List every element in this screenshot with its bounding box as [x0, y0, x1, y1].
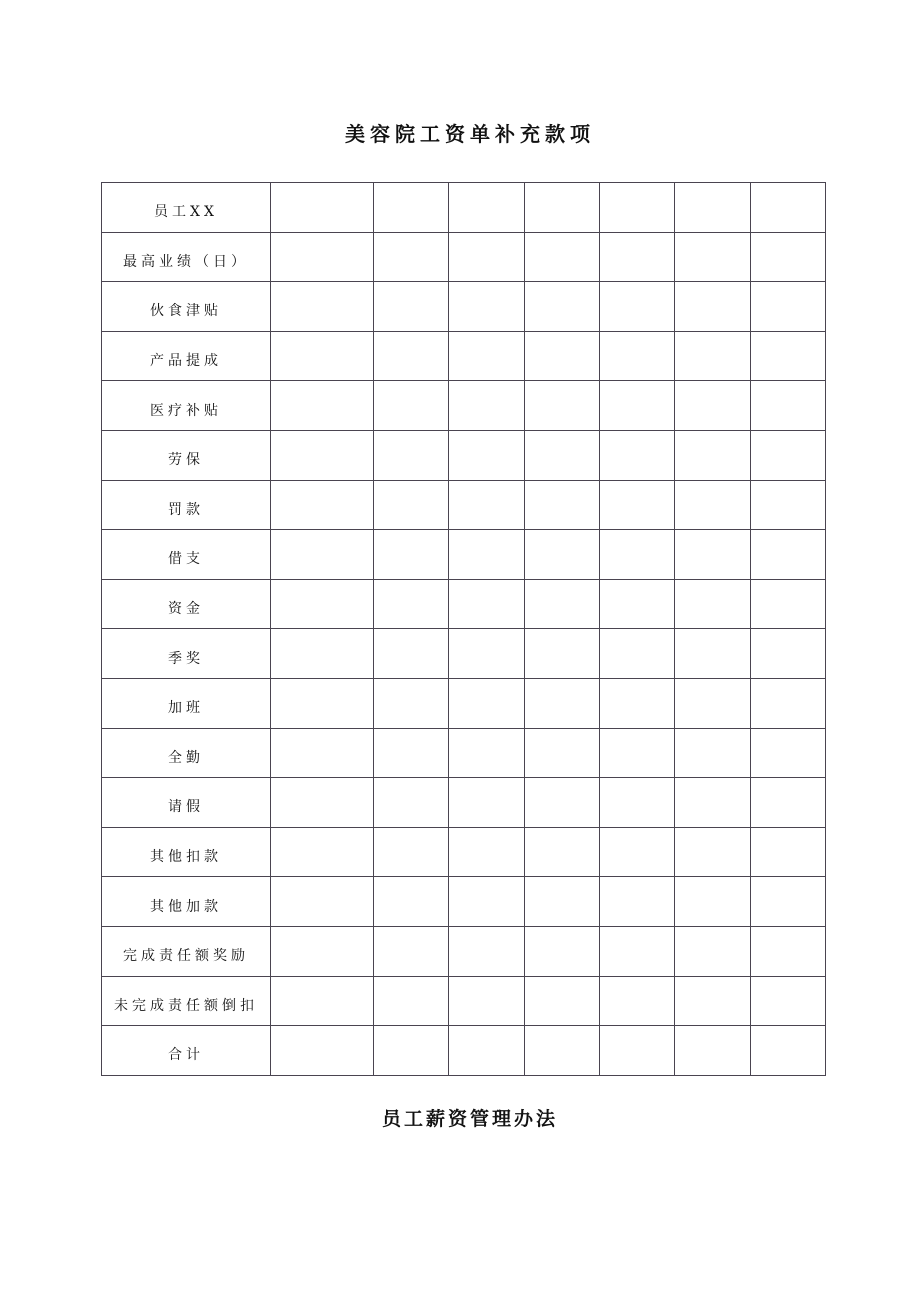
- empty-cell: [675, 926, 750, 976]
- row-label: 医疗补贴: [102, 381, 271, 431]
- table-row: [102, 678, 826, 728]
- empty-cell: [750, 232, 825, 282]
- empty-cell: [374, 282, 449, 332]
- empty-cell: [374, 1026, 449, 1076]
- table-row: [102, 282, 826, 332]
- row-label: 季奖: [102, 629, 271, 679]
- empty-cell: [449, 827, 524, 877]
- empty-cell: [271, 1026, 374, 1076]
- empty-cell: [675, 1026, 750, 1076]
- empty-cell: [599, 728, 674, 778]
- empty-cell: [675, 381, 750, 431]
- row-label: 产品提成: [102, 331, 271, 381]
- row-label: 资金: [102, 579, 271, 629]
- row-label: 借支: [102, 530, 271, 580]
- empty-cell: [750, 827, 825, 877]
- empty-cell: [599, 530, 674, 580]
- empty-cell: [524, 331, 599, 381]
- row-label: 其他扣款: [102, 827, 271, 877]
- empty-cell: [271, 926, 374, 976]
- empty-cell: [675, 877, 750, 927]
- empty-cell: [449, 381, 524, 431]
- empty-cell: [524, 827, 599, 877]
- empty-cell: [271, 827, 374, 877]
- empty-cell: [750, 331, 825, 381]
- empty-cell: [750, 778, 825, 828]
- empty-cell: [750, 480, 825, 530]
- row-label: 完成责任额奖励: [102, 926, 271, 976]
- empty-cell: [675, 976, 750, 1026]
- empty-cell: [524, 926, 599, 976]
- empty-cell: [374, 926, 449, 976]
- empty-cell: [599, 926, 674, 976]
- empty-cell: [524, 1026, 599, 1076]
- row-label: 最高业绩（日）: [102, 232, 271, 282]
- empty-cell: [675, 480, 750, 530]
- empty-cell: [750, 728, 825, 778]
- empty-cell: [449, 1026, 524, 1076]
- empty-cell: [524, 877, 599, 927]
- empty-cell: [675, 430, 750, 480]
- empty-cell: [271, 728, 374, 778]
- table-row: [102, 728, 826, 778]
- empty-cell: [599, 678, 674, 728]
- empty-cell: [524, 530, 599, 580]
- empty-cell: [750, 430, 825, 480]
- table-row: [102, 530, 826, 580]
- empty-cell: [449, 976, 524, 1026]
- empty-cell: [374, 976, 449, 1026]
- empty-cell: [599, 232, 674, 282]
- empty-cell: [675, 827, 750, 877]
- empty-cell: [524, 183, 599, 233]
- empty-cell: [599, 579, 674, 629]
- empty-cell: [524, 678, 599, 728]
- table-row: [102, 877, 826, 927]
- empty-cell: [675, 232, 750, 282]
- empty-cell: [675, 728, 750, 778]
- empty-cell: [271, 678, 374, 728]
- row-label: 加班: [102, 678, 271, 728]
- empty-cell: [675, 778, 750, 828]
- table-row: [102, 232, 826, 282]
- table-row: [102, 381, 826, 431]
- empty-cell: [271, 629, 374, 679]
- table-row: [102, 976, 826, 1026]
- table-row: [102, 579, 826, 629]
- empty-cell: [374, 778, 449, 828]
- empty-cell: [271, 579, 374, 629]
- empty-cell: [675, 282, 750, 332]
- document-title: 美容院工资单补充款项: [345, 122, 595, 146]
- empty-cell: [524, 232, 599, 282]
- row-label: 员工XX: [102, 183, 271, 233]
- row-label: 未完成责任额倒扣: [102, 976, 271, 1026]
- empty-cell: [675, 629, 750, 679]
- empty-cell: [449, 877, 524, 927]
- empty-cell: [449, 331, 524, 381]
- empty-cell: [750, 1026, 825, 1076]
- row-label: 其他加款: [102, 877, 271, 927]
- empty-cell: [271, 282, 374, 332]
- empty-cell: [374, 430, 449, 480]
- empty-cell: [599, 183, 674, 233]
- empty-cell: [449, 232, 524, 282]
- empty-cell: [750, 282, 825, 332]
- empty-cell: [271, 381, 374, 431]
- row-label: 全勤: [102, 728, 271, 778]
- empty-cell: [524, 430, 599, 480]
- row-label: 请假: [102, 778, 271, 828]
- table-row: [102, 1026, 826, 1076]
- empty-cell: [271, 877, 374, 927]
- empty-cell: [750, 579, 825, 629]
- empty-cell: [750, 183, 825, 233]
- table-row: [102, 430, 826, 480]
- empty-cell: [374, 331, 449, 381]
- empty-cell: [449, 678, 524, 728]
- empty-cell: [271, 430, 374, 480]
- supplement-items-table: [101, 182, 826, 1076]
- empty-cell: [524, 778, 599, 828]
- empty-cell: [675, 678, 750, 728]
- empty-cell: [750, 381, 825, 431]
- empty-cell: [374, 381, 449, 431]
- empty-cell: [374, 579, 449, 629]
- table-row: [102, 827, 826, 877]
- section-heading: 员工薪资管理办法: [381, 1108, 558, 1130]
- empty-cell: [449, 183, 524, 233]
- empty-cell: [675, 183, 750, 233]
- empty-cell: [374, 183, 449, 233]
- empty-cell: [271, 331, 374, 381]
- empty-cell: [449, 926, 524, 976]
- table-row: [102, 926, 826, 976]
- table-row: [102, 480, 826, 530]
- empty-cell: [271, 232, 374, 282]
- table-row: [102, 331, 826, 381]
- empty-cell: [599, 877, 674, 927]
- row-label: 合计: [102, 1026, 271, 1076]
- empty-cell: [599, 778, 674, 828]
- empty-cell: [524, 976, 599, 1026]
- empty-cell: [750, 877, 825, 927]
- empty-cell: [750, 629, 825, 679]
- empty-cell: [599, 827, 674, 877]
- empty-cell: [374, 480, 449, 530]
- empty-cell: [524, 579, 599, 629]
- empty-cell: [599, 1026, 674, 1076]
- row-label: 罚款: [102, 480, 271, 530]
- empty-cell: [524, 381, 599, 431]
- empty-cell: [271, 480, 374, 530]
- empty-cell: [675, 579, 750, 629]
- empty-cell: [599, 331, 674, 381]
- empty-cell: [599, 629, 674, 679]
- row-label: 劳保: [102, 430, 271, 480]
- empty-cell: [271, 183, 374, 233]
- empty-cell: [271, 778, 374, 828]
- empty-cell: [599, 480, 674, 530]
- empty-cell: [599, 976, 674, 1026]
- empty-cell: [750, 678, 825, 728]
- empty-cell: [524, 629, 599, 679]
- empty-cell: [524, 282, 599, 332]
- empty-cell: [524, 728, 599, 778]
- empty-cell: [599, 430, 674, 480]
- empty-cell: [675, 331, 750, 381]
- empty-cell: [599, 282, 674, 332]
- empty-cell: [750, 976, 825, 1026]
- empty-cell: [449, 530, 524, 580]
- row-label: 伙食津贴: [102, 282, 271, 332]
- empty-cell: [374, 728, 449, 778]
- empty-cell: [750, 926, 825, 976]
- empty-cell: [271, 530, 374, 580]
- empty-cell: [374, 678, 449, 728]
- empty-cell: [524, 480, 599, 530]
- empty-cell: [449, 579, 524, 629]
- empty-cell: [374, 232, 449, 282]
- empty-cell: [675, 530, 750, 580]
- empty-cell: [750, 530, 825, 580]
- empty-cell: [599, 381, 674, 431]
- empty-cell: [449, 480, 524, 530]
- empty-cell: [374, 629, 449, 679]
- empty-cell: [271, 976, 374, 1026]
- empty-cell: [374, 877, 449, 927]
- empty-cell: [449, 430, 524, 480]
- empty-cell: [374, 827, 449, 877]
- empty-cell: [449, 282, 524, 332]
- empty-cell: [449, 778, 524, 828]
- table-row: [102, 778, 826, 828]
- empty-cell: [449, 728, 524, 778]
- empty-cell: [449, 629, 524, 679]
- empty-cell: [374, 530, 449, 580]
- table-row: [102, 183, 826, 233]
- table-row: [102, 629, 826, 679]
